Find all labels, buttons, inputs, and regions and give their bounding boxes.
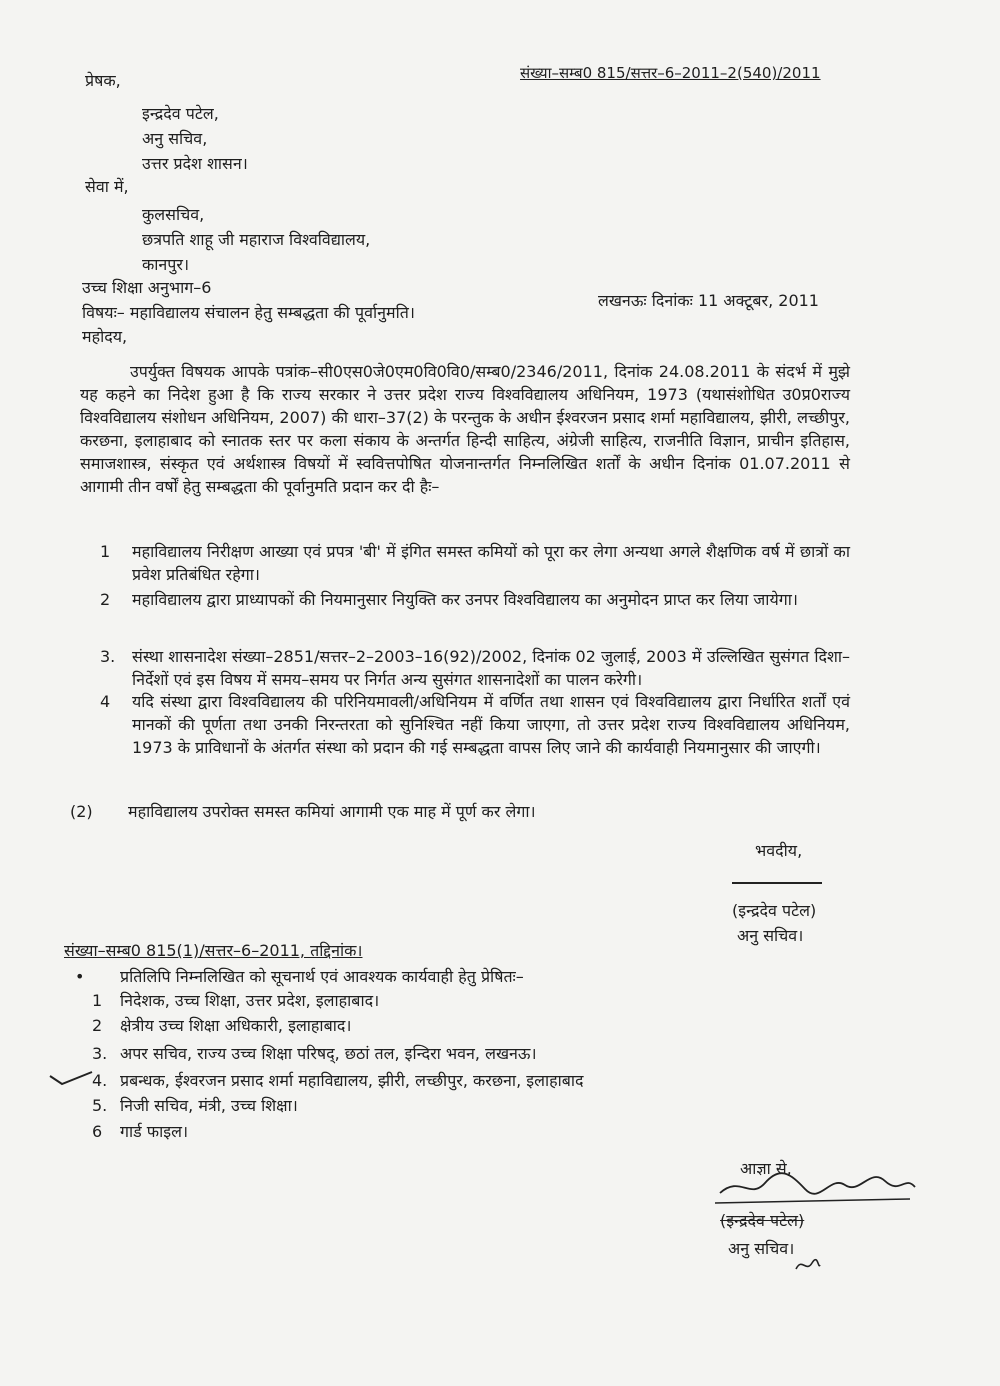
body-paragraph: उपर्युक्त विषयक आपके पत्रांक–सी0एस0जे0एम0वि0वि0/सम्ब0/2346/2011, दिनांक 24.08.2011 के संदर्भ में मुझे यह कहने का निदेश हुआ है कि राज्य सरकार ने उत्तर प्रदेश राज्य विश्वविद्यालय अधिनियम, 1973 (यथासंशोधित उ0प्र0राज्य विश्वविद्यालय संशोधन अधिनियम, 2007) की धारा–37(2) के परन्तुक के अधीन ईश्वरजन प्रसाद शर्मा महाविद्यालय, झीरी, लच्छीपुर, करछना, इलाहाबाद को स्नातक स्तर पर कला संकाय के अन्तर्गत हिन्दी साहित्य, अंग्रेजी साहित्य, राजनीति विज्ञान, प्राचीन इतिहास, समाजशास्त्र, संस्कृत एवं अर्थशास्त्र विषयों में स्ववित्तपोषित योजनान्तर्गत निम्नलिखित शर्तों के अधीन दिनांक 01.07.2011 से आगामी तीन वर्षों हेतु सम्बद्धता की पूर्वानुमति प्रदान कर दी हैः– <box>80 362 850 496</box>
copy-item-text: निजी सचिव, मंत्री, उच्च शिक्षा। <box>120 1096 298 1115</box>
sender-office: उत्तर प्रदेश शासन। <box>142 154 248 173</box>
copy-bullet: • <box>75 967 85 986</box>
copy-item-number: 1 <box>92 991 103 1010</box>
condition-text: संस्था शासनादेश संख्या–2851/सत्तर–2–2003–16(92)/2002, दिनांक 02 जुलाई, 2003 में उल्लिखित सुसंगत दिशा–निर्देशों एवं इस विषय में समय–समय पर निर्गत अन्य सुसंगत शासनादेशों का पालन करेगी। <box>132 647 850 689</box>
signature-line <box>732 882 822 884</box>
order-signatory-designation: अनु सचिव। <box>728 1239 795 1258</box>
sender-designation: अनु सचिव, <box>142 129 208 148</box>
condition-item <box>100 540 850 586</box>
copy-item-text: अपर सचिव, राज्य उच्च शिक्षा परिषद्, छठां तल, इन्दिरा भवन, लखनऊ। <box>120 1044 537 1063</box>
condition-text: महाविद्यालय द्वारा प्राध्यापकों की नियमानुसार नियुक्ति कर उनपर विश्वविद्यालय का अनुमोदन प्राप्त कर लिया जायेगा। <box>132 590 798 609</box>
by-order-label: आज्ञा से, <box>740 1159 792 1178</box>
signatory-name: (इन्द्रदेव पटेल) <box>732 901 817 920</box>
copy-item-number: 6 <box>92 1122 103 1141</box>
condition-number: 4 <box>100 692 111 711</box>
condition-number: 1 <box>100 542 111 561</box>
copy-intro: प्रतिलिपि निम्नलिखित को सूचनार्थ एवं आवश्यक कार्यवाही हेतु प्रेषितः– <box>120 967 524 986</box>
recipient-city: कानपुर। <box>142 255 190 274</box>
copy-item-text: निदेशक, उच्च शिक्षा, उत्तर प्रदेश, इलाहाबाद। <box>120 991 380 1010</box>
recipient-title: कुलसचिव, <box>142 205 205 224</box>
clause-text: महाविद्यालय उपरोक्त समस्त कमियां आगामी एक माह में पूर्ण कर लेगा। <box>128 802 536 821</box>
copy-item-number: 5. <box>92 1096 108 1115</box>
copy-item-text: गार्ड फाइल। <box>120 1122 189 1141</box>
copy-ref-number: संख्या–सम्ब0 815(1)/सत्तर–6–2011, तद्दिनांक। <box>64 941 363 960</box>
recipient-label: सेवा में, <box>85 177 129 196</box>
copy-item-text: प्रबन्धक, ईश्वरजन प्रसाद शर्मा महाविद्यालय, झीरी, लच्छीपुर, करछना, इलाहाबाद <box>120 1071 584 1090</box>
signatory-designation: अनु सचिव। <box>737 926 804 945</box>
tick-mark-icon <box>48 1068 94 1088</box>
recipient-institution: छत्रपति शाहू जी महाराज विश्वविद्यालय, <box>142 230 371 249</box>
closing: भवदीय, <box>755 841 803 860</box>
salutation: महोदय, <box>82 327 128 346</box>
copy-item-text: क्षेत्रीय उच्च शिक्षा अधिकारी, इलाहाबाद। <box>120 1016 352 1035</box>
initial-mark-icon <box>792 1255 822 1275</box>
copy-item-number: 4. <box>92 1071 108 1090</box>
copy-item-number: 2 <box>92 1016 103 1035</box>
condition-item <box>100 690 850 759</box>
section-name: उच्च शिक्षा अनुभाग–6 <box>82 278 212 297</box>
handwritten-signature-icon <box>710 1155 930 1210</box>
condition-number: 2 <box>100 590 111 609</box>
order-signatory-name: (इन्द्रदेव पटेल) <box>720 1211 805 1230</box>
condition-text: महाविद्यालय निरीक्षण आख्या एवं प्रपत्र 'बी' में इंगित समस्त कमियों को पूरा कर लेगा अन्यथा अगले शैक्षणिक वर्ष में छात्रों का प्रवेश प्रतिबंधित रहेगा। <box>132 542 850 584</box>
condition-text: यदि संस्था द्वारा विश्वविद्यालय की परिनियमावली/अधिनियम में वर्णित तथा शासन एवं विश्वविद्यालय द्वारा निर्धारित शर्तों एवं मानकों की पूर्णता तथा उनकी निरन्तरता को सुनिश्चित नहीं किया जाएगा, तो उत्तर प्रदेश राज्य विश्वविद्यालय अधिनियम, 1973 के प्राविधानों के अंतर्गत संस्था को प्रदान की गई सम्बद्धता वापस लिए जाने की कार्यवाही नियमानुसार की जाएगी। <box>132 692 850 757</box>
sender-name: इन्द्रदेव पटेल, <box>142 104 219 123</box>
condition-number: 3. <box>100 647 116 666</box>
place-date: लखनऊः दिनांकः 11 अक्टूबर, 2011 <box>598 291 819 310</box>
copy-item-number: 3. <box>92 1044 108 1063</box>
clause-number: (2) <box>70 802 93 821</box>
subject-line: विषयः– महाविद्यालय संचालन हेतु सम्बद्धता की पूर्वानुमति। <box>82 303 415 322</box>
condition-item <box>100 645 850 691</box>
letter-ref-number: संख्या–सम्ब0 815/सत्तर–6–2011–2(540)/2011 <box>520 64 821 82</box>
sender-label: प्रेषक, <box>85 71 121 90</box>
condition-item <box>100 588 850 611</box>
